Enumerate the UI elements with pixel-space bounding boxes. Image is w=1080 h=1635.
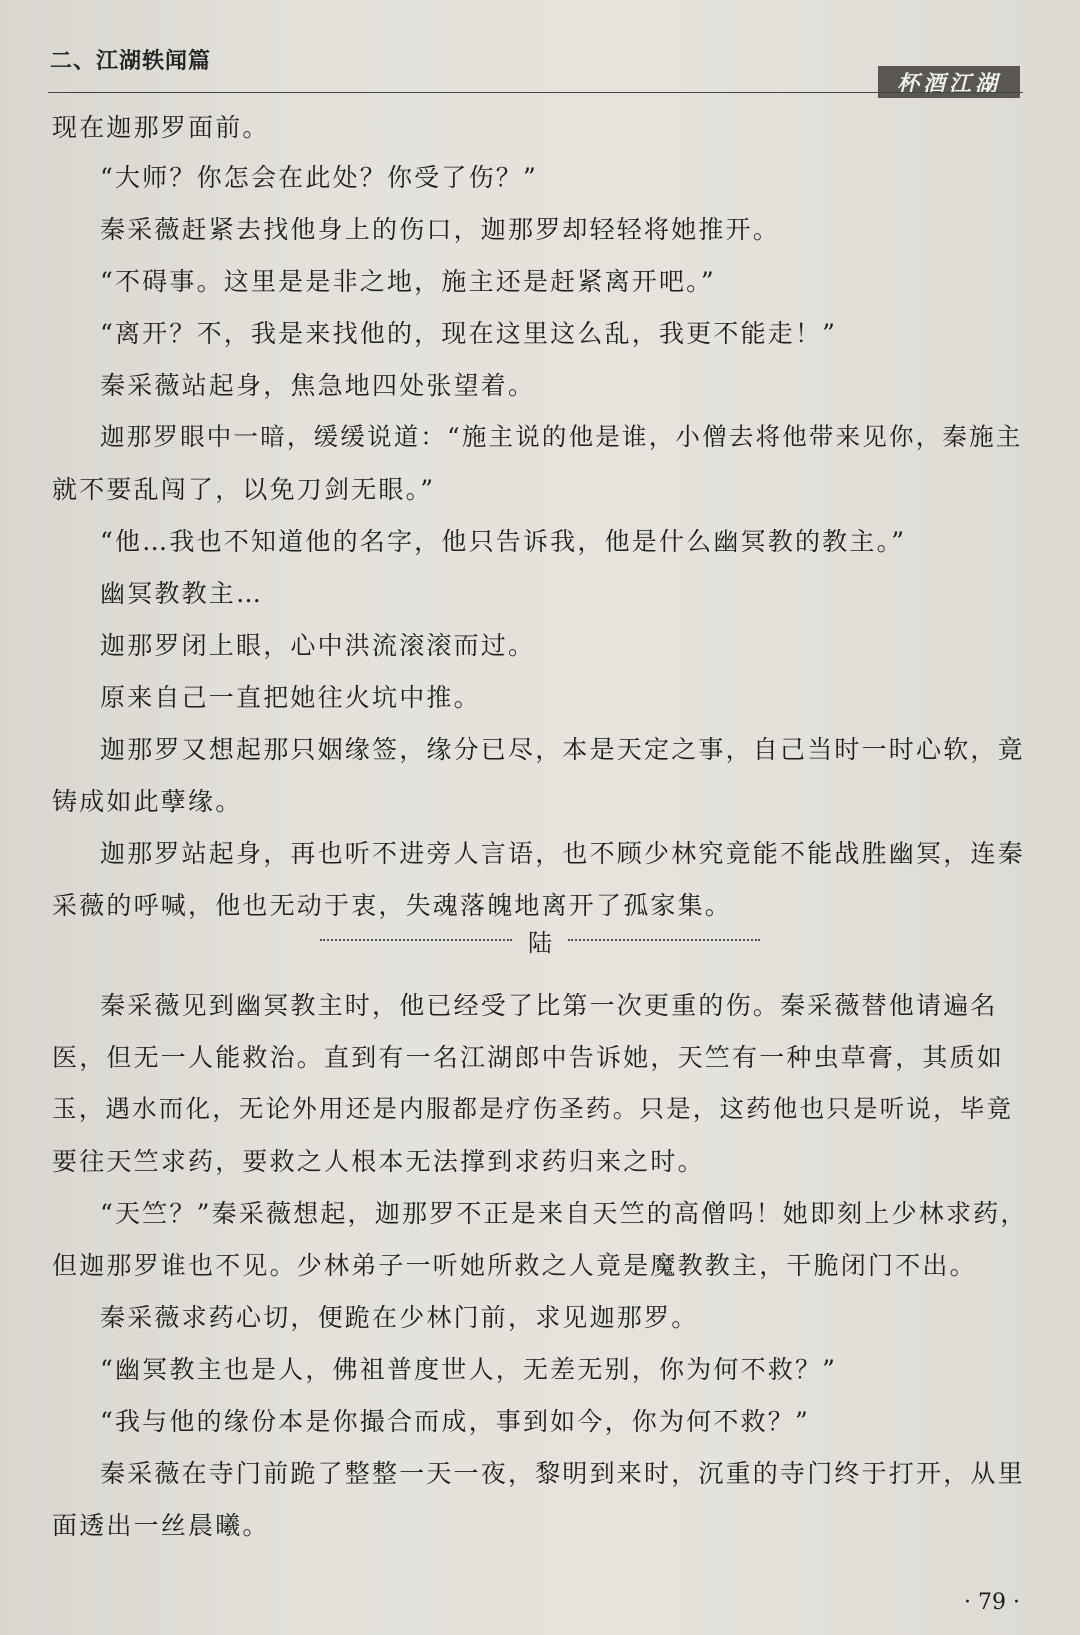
text-line: 秦采薇在寺门前跪了整整一天一夜，黎明到来时，沉重的寺门终于打开，从里 xyxy=(100,1459,1025,1488)
text-line: 秦采薇赶紧去找他身上的伤口，迦那罗却轻轻将她推开。 xyxy=(100,215,781,244)
section-number: 陆 xyxy=(528,928,552,957)
header-rule xyxy=(48,92,1023,93)
text-line: 原来自己一直把她往火坑中推。 xyxy=(100,683,481,712)
text-line: 玉，遇水而化，无论外用还是内服都是疗伤圣药。只是，这药他也只是听说，毕竟 xyxy=(52,1094,1014,1123)
text-line: 秦采薇见到幽冥教主时，他已经受了比第一次更重的伤。秦采薇替他请遍名 xyxy=(100,991,998,1020)
text-line: 采薇的呼喊，他也无动于衷，失魂落魄地离开了孤家集。 xyxy=(52,891,733,920)
text-line: “我与他的缘份本是你撮合而成，事到如今，你为何不救？” xyxy=(100,1407,810,1436)
text-line: 要往天竺求药，要救之人根本无法撑到求药归来之时。 xyxy=(52,1147,705,1176)
text-line: 迦那罗眼中一暗，缓缓说道：“施主说的他是谁，小僧去将他带来见你，秦施主 xyxy=(100,422,1023,451)
running-header-section: 二、江湖轶闻篇 xyxy=(50,49,212,74)
text-line: 迦那罗又想起那只姻缘签，缘分已尽，本是天定之事，自己当时一时心软，竟 xyxy=(100,735,1025,764)
text-line: 面透出一丝晨曦。 xyxy=(52,1511,270,1540)
text-line: 但迦那罗谁也不见。少林弟子一听她所救之人竟是魔教教主，干脆闭门不出。 xyxy=(52,1251,977,1280)
text-line: 迦那罗闭上眼，心中洪流滚滚而过。 xyxy=(100,631,536,660)
text-line: 就不要乱闯了，以免刀剑无眼。” xyxy=(52,475,436,504)
text-line: “离开？不，我是来找他的，现在这里这么乱，我更不能走！” xyxy=(100,319,838,348)
text-line: 铸成如此孽缘。 xyxy=(52,787,243,816)
text-line: “大师？你怎会在此处？你受了伤？” xyxy=(100,163,538,192)
text-line: “天竺？”秦采薇想起，迦那罗不正是来自天竺的高僧吗！她即刻上少林求药， xyxy=(100,1199,1028,1228)
text-line: “幽冥教主也是人，佛祖普度世人，无差无别，你为何不救？” xyxy=(100,1355,838,1384)
text-line: 秦采薇站起身，焦急地四处张望着。 xyxy=(100,371,536,400)
text-line: 现在迦那罗面前。 xyxy=(52,113,270,142)
text-line: “不碍事。这里是是非之地，施主还是赶紧离开吧。” xyxy=(100,267,716,296)
text-line: 幽冥教教主… xyxy=(100,579,264,608)
text-line: 迦那罗站起身，再也听不进旁人言语，也不顾少林究竟能不能战胜幽冥，连秦 xyxy=(100,839,1025,868)
text-line: 秦采薇求药心切，便跪在少林门前，求见迦那罗。 xyxy=(100,1303,699,1332)
text-line: “他…我也不知道他的名字，他只告诉我，他是什么幽冥教的教主。” xyxy=(100,527,907,556)
text-line: 医，但无一人能救治。直到有一名江湖郎中告诉她，天竺有一种虫草膏，其质如 xyxy=(52,1043,1005,1072)
divider-rule-left xyxy=(320,939,512,941)
section-divider xyxy=(320,925,760,955)
page-number: · 79 · xyxy=(964,1590,1020,1615)
divider-rule-right xyxy=(568,939,760,941)
running-header-book-title: 杯酒江湖 xyxy=(878,66,1020,98)
